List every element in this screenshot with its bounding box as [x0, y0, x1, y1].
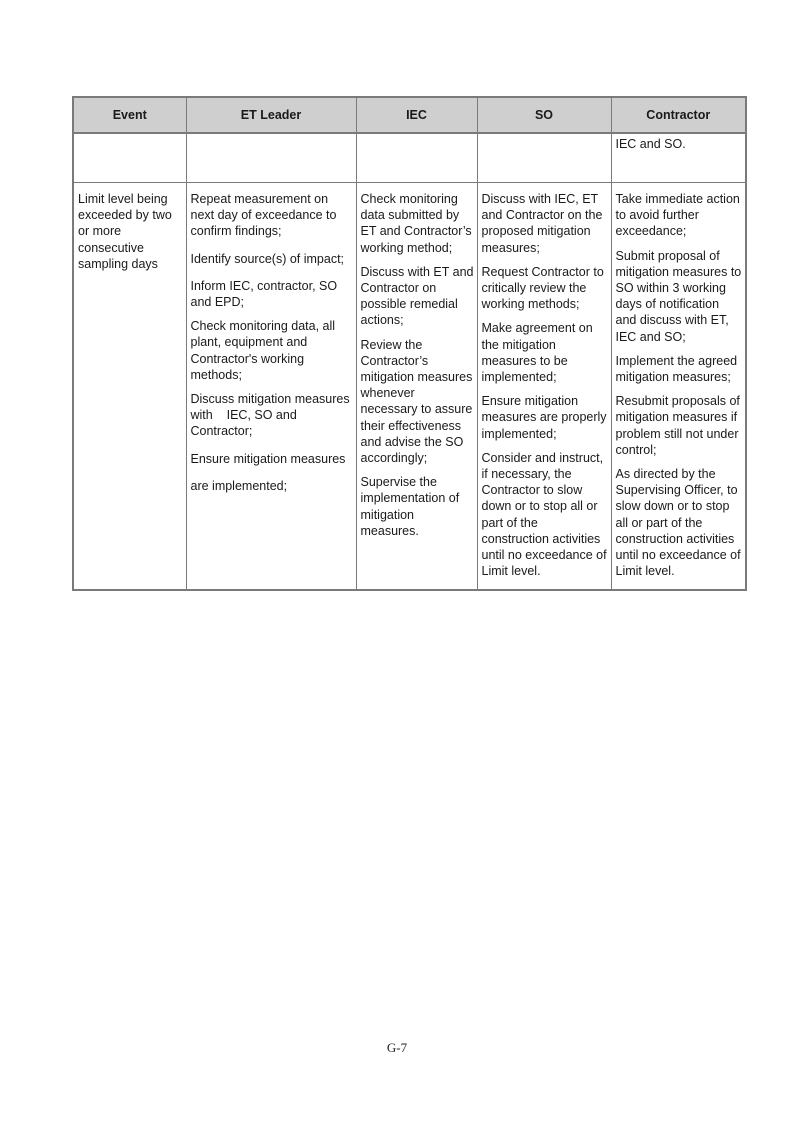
contractor-action: Submit proposal of mitigation measures to SO within 3 working days of notification and discuss with ET, IEC and SO; — [615, 248, 742, 344]
et-leader-action: are implemented; — [190, 478, 288, 493]
header-contractor: Contractor — [611, 97, 746, 133]
so-action: Ensure mitigation measures are properly implemented; — [481, 394, 607, 441]
cont-cell-so — [477, 133, 611, 183]
contractor-action: As directed by the Supervising Officer, to slow down or to stop all or part of the construction activities until no exceedance of Limit level. — [615, 467, 741, 579]
limit-level-row — [73, 183, 746, 591]
et-leader-action: Repeat measurement on next day of exceedance to confirm findings; — [190, 192, 337, 239]
et-leader-action: Identify source(s) of impact; — [190, 251, 345, 266]
et-leader-cell — [186, 183, 356, 591]
header-so: SO — [477, 97, 611, 133]
iec-cell — [356, 183, 477, 591]
so-action: Discuss with IEC, ET and Contractor on the proposed mitigation measures; — [481, 192, 603, 255]
so-action: Request Contractor to critically review the working methods; — [481, 264, 604, 312]
cont-cell-event — [73, 133, 186, 183]
header-event: Event — [73, 97, 186, 133]
et-leader-action: Discuss mitigation measures with IEC, SO and Contractor; — [190, 392, 350, 439]
iec-action: Check monitoring data submitted by ET and Contractor’s working method; — [360, 192, 472, 255]
header-iec: IEC — [356, 97, 477, 133]
event-action-table — [72, 96, 747, 591]
continuation-row — [73, 133, 746, 183]
iec-action: Discuss with ET and Contractor on possible remedial actions; — [360, 264, 474, 328]
iec-action: Review the Contractor’s mitigation measures whenever necessary to assure their effectiveness and advise the SO accordingly; — [360, 337, 473, 466]
page-number: G-7 — [386, 1040, 408, 1055]
contractor-action: Resubmit proposals of mitigation measures if problem still not under control; — [615, 394, 740, 457]
so-action: Make agreement on the mitigation measures to be implemented; — [481, 321, 593, 385]
cont-cell-iec — [356, 133, 477, 183]
contractor-action: Implement the agreed mitigation measures; — [615, 353, 738, 385]
cont-cell-et-leader — [186, 133, 356, 183]
event-cell — [73, 183, 186, 591]
table-header-row — [73, 97, 746, 133]
et-leader-action: Inform IEC, contractor, SO and EPD; — [190, 278, 338, 310]
contractor-action: Take immediate action to avoid further exceedance; — [615, 192, 740, 239]
header-et-leader: ET Leader — [186, 97, 356, 133]
contractor-cell — [611, 183, 746, 591]
et-leader-action: Ensure mitigation measures — [190, 451, 346, 466]
iec-action: Supervise the implementation of mitigation measures. — [360, 475, 460, 538]
event-text: Limit level being exceeded by two or more consecutive sampling days — [78, 192, 172, 271]
so-cell — [477, 183, 611, 591]
et-leader-action: Check monitoring data, all plant, equipment and Contractor's working methods; — [190, 319, 336, 382]
so-action: Consider and instruct, if necessary, the Contractor to slow down or to stop all or part of the construction activities until no exceedance of Limit level. — [481, 450, 607, 579]
cont-cell-contractor: IEC and SO. — [611, 133, 746, 183]
